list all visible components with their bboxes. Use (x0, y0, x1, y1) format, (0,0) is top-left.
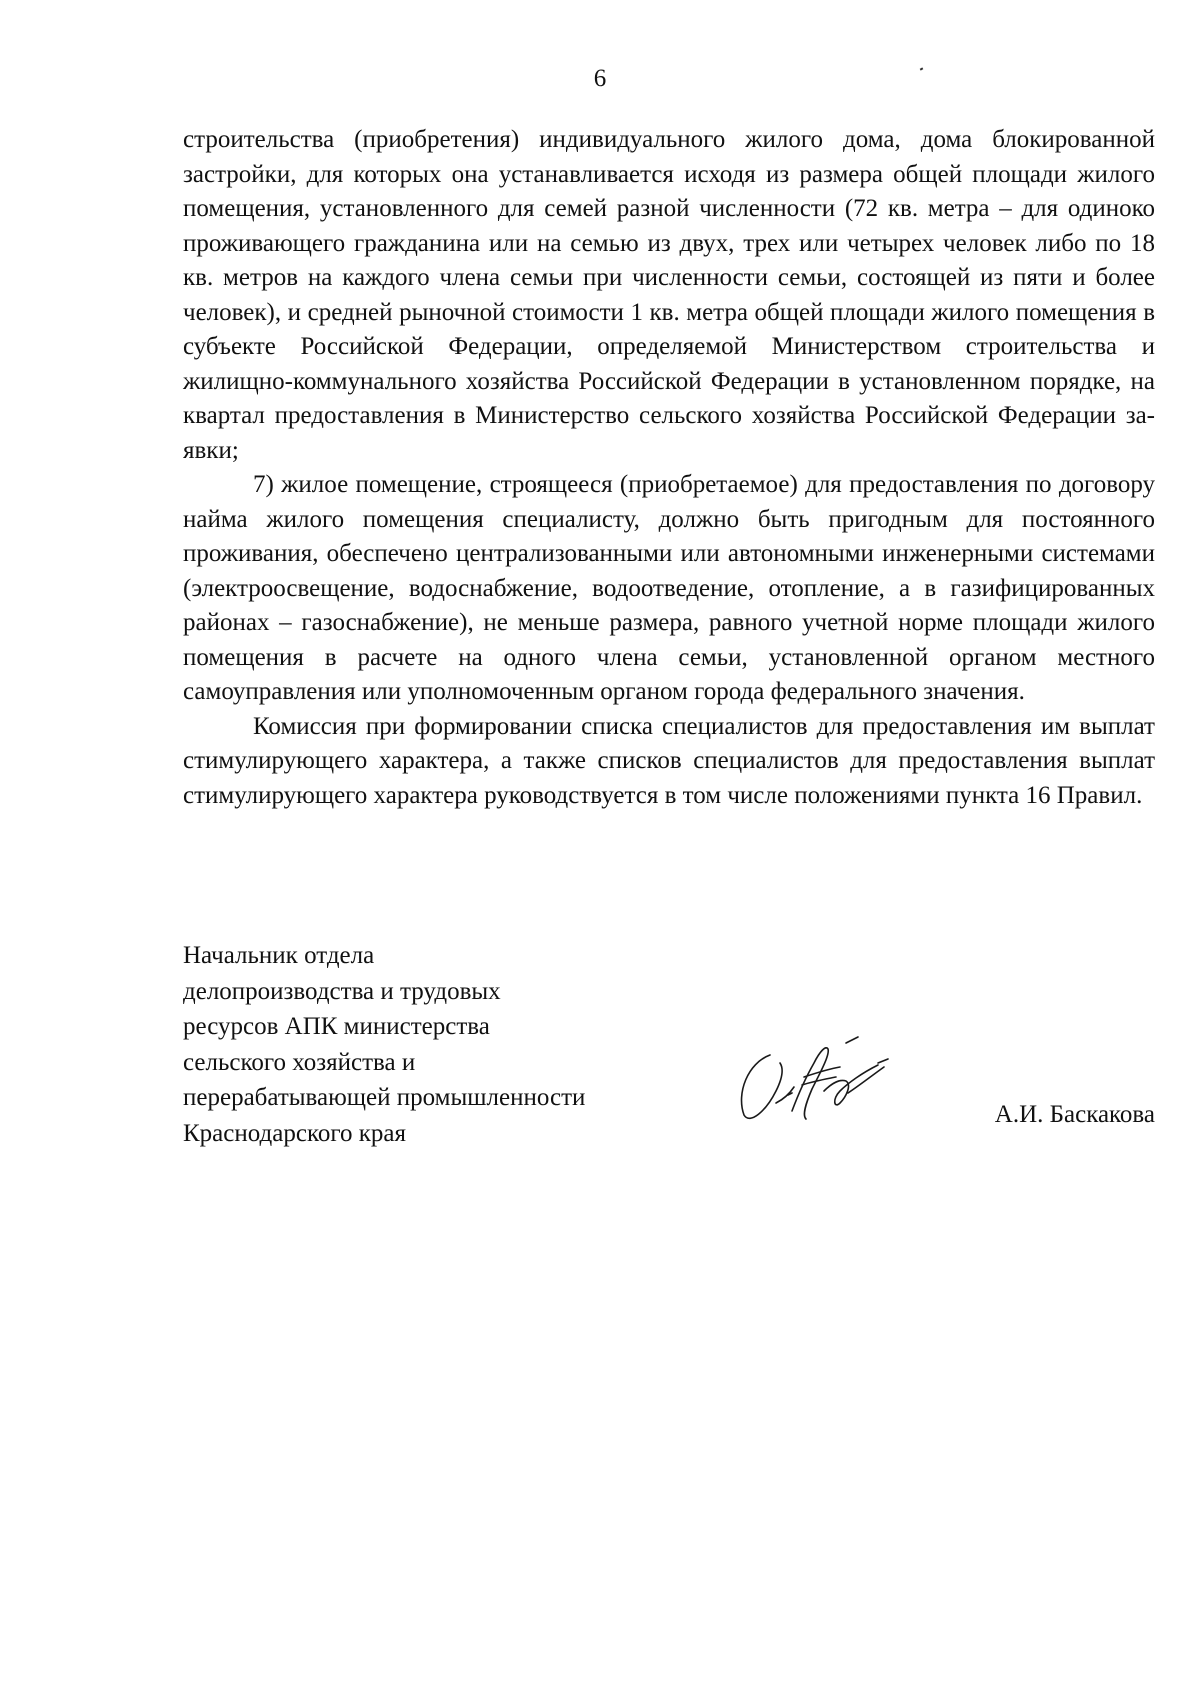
paragraph-item-7: 7) жилое помещение, строящееся (приобретаемое) для предоставления по договору найма жилого помещения специалисту, должно быть пригодным для постоянного проживания, обеспечено централизованными или автономными инженерными системами (электроосвещение, водоснабжение, водоотведение, отопление, а в газифицированных районах – газоснабжение), не меньше размера, равного учетной норме площади жилого помещения в расчете на одного члена семьи, установленной органом местного самоуправления или уполномоченным органом города федерального значения. (183, 471, 1155, 705)
signatory-title-line: перерабатывающей промышленности (183, 1084, 586, 1111)
signatory-title-line: ресурсов АПК министерства (183, 1013, 490, 1040)
signature-block (183, 938, 1155, 1147)
signatory-title-line: Краснодарского края (183, 1119, 406, 1147)
handwritten-signature (728, 1033, 898, 1128)
page-number: 6 (593, 65, 607, 92)
paragraph-commission: Комиссия при формировании списка специалистов для предоставления им выплат стимулирующего характера, а также списков специалистов для предоставления выплат стимулирующего характера руководствуется в том числе положениями пункта 16 Правил. (183, 712, 1155, 809)
signatory-title-line: делопроизводства и трудовых (183, 977, 501, 1005)
paragraph-continuation: строительства (приобретения) индивидуального жилого дома, дома блокированной застройки, для которых она устанавливается исходя из размера общей площади жилого помещения, установленного для семей разной численности (72 кв. метра – для одиноко проживающего гражданина или на семью из двух, трех или четырех человек либо по 18 кв. метров на каждого члена семьи при численности семьи, состоящей из пяти и более человек), и средней рыночной стоимости 1 кв. метра общей площади жилого помещения в субъекте Российской Федерации, определяемой Министерством строительства и жилищно-коммунального хозяйства Российской Федерации в установленном порядке, на квартал предоставления в Министерство сельского хозяйства Российской Федерации заявки; (183, 126, 1155, 464)
signatory-title (183, 938, 585, 1151)
signatory-name: А.И. Баскакова (994, 1101, 1155, 1128)
document-body (183, 123, 1155, 813)
signatory-title-line: Начальник отдела (183, 942, 375, 969)
signatory-title-line: сельского хозяйства и (183, 1048, 416, 1076)
